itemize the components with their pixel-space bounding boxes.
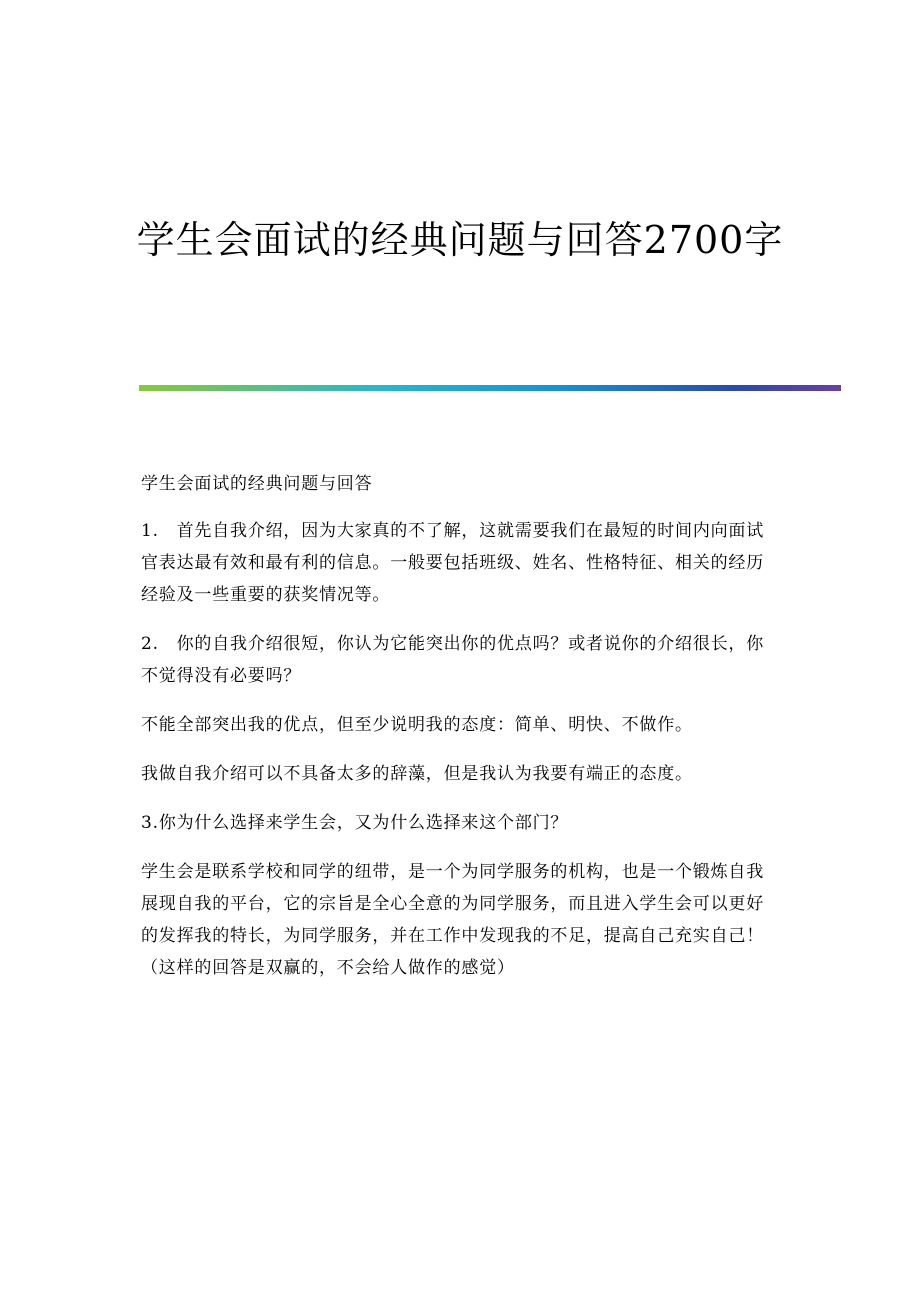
paragraph-answer-2a: 不能全部突出我的优点，但至少说明我的态度：简单、明快、不做作。 [141,715,693,735]
gradient-divider [139,385,841,391]
paragraph-answer-2b: 我做自我介绍可以不具备太多的辞藻，但是我认为我要有端正的态度。 [141,764,693,784]
document-title: 学生会面试的经典问题与回答2700字 [136,218,784,262]
document-body [141,468,771,1001]
paragraph-question-1: 1. 首先自我介绍，因为大家真的不了解，这就需要我们在最短的时间内向面试官表达最有效和最有利的信息。一般要包括班级、姓名、性格特征、相关的经历经验及一些重要的获奖情况等。 [141,521,765,605]
paragraph-answer-3: 学生会是联系学校和同学的纽带，是一个为同学服务的机构，也是一个锻炼自我展现自我的平台，它的宗旨是全心全意的为同学服务，而且进入学生会可以更好的发挥我的特长，为同学服务，并在工作中发现我的不足，提高自己充实自己！（这样的回答是双赢的，不会给人做作的感觉） [141,862,764,978]
section-heading: 学生会面试的经典问题与回答 [141,474,373,494]
paragraph-question-3: 3.你为什么选择来学生会，又为什么选择来这个部门？ [141,813,569,833]
paragraph-question-2: 2. 你的自我介绍很短，你认为它能突出你的优点吗？或者说你的介绍很长，你不觉得没有必要吗？ [141,634,765,686]
